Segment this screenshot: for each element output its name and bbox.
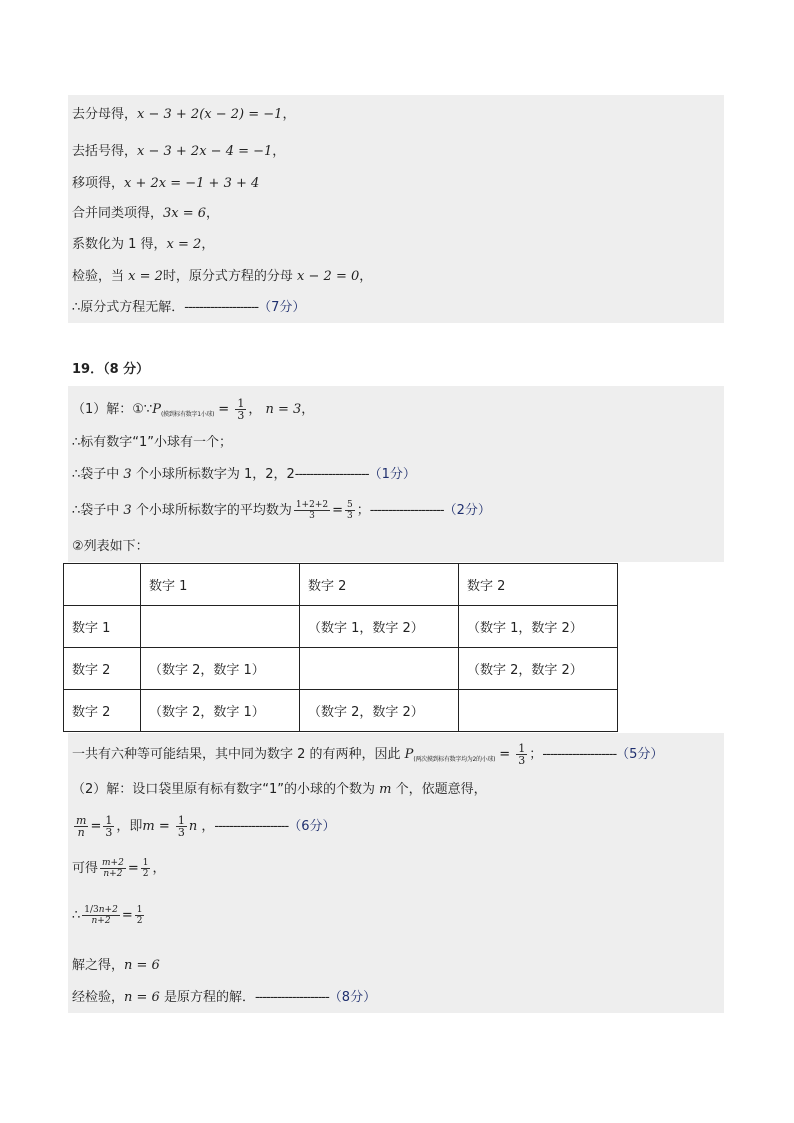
step-denominator: 去分母得，x − 3 + 2(x − 2) = −1， [72, 107, 296, 122]
table-row-header: 数字 2 [64, 690, 141, 732]
step-brackets: 去括号得，x − 3 + 2x − 4 = −1， [72, 144, 286, 159]
question-19-title: 19．（8 分） [72, 362, 150, 377]
outcome-table [63, 563, 618, 732]
table-row [64, 606, 618, 648]
step-combine: 合并同类项得，3x = 6， [72, 206, 220, 221]
table-row [64, 648, 618, 690]
table-cell [459, 690, 618, 732]
table-cell: （数字 2，数字 2） [300, 690, 459, 732]
table-cell: （数字 1，数字 2） [300, 606, 459, 648]
step-conclusion: ∴原分式方程无解．--------------------（7分） [72, 300, 306, 315]
step-transpose: 移项得，x + 2x = −1 + 3 + 4 [72, 176, 260, 191]
table-cell: （数字 1，数字 2） [459, 606, 618, 648]
fraction-five-thirds: $\frac{5}{3}$ [347, 500, 353, 521]
q19-part2-line2: $\frac{m}{n}$ = $\frac{1}{3}$ ，即m = $\frac{1}{3}$ n ，--------------------（6分） [76, 814, 336, 839]
q19-part1-line1: （1）解：$①\because P_{(摸到标有数字1小球)}$ = $\frac{1}{3}$ ， n = 3， [72, 397, 315, 422]
step-coefficient: 系数化为 1 得，x = 2， [72, 237, 215, 252]
fraction-m-over-n: $\frac{m}{n}$ [76, 814, 87, 839]
table-row-header: 数字 1 [64, 606, 141, 648]
fraction-one-third: $\frac{1}{3}$ [237, 397, 245, 422]
table-cell [141, 606, 300, 648]
fraction-mean: $\frac{1+2+2}{3}$ [295, 500, 329, 521]
table-header: 数字 2 [300, 564, 459, 606]
table-cell: （数字 2，数字 1） [141, 690, 300, 732]
q19-part1-line2: ∴标有数字“1”小球有一个； [72, 435, 233, 450]
table-cell [300, 648, 459, 690]
table-row-header: 数字 2 [64, 648, 141, 690]
step-check: 检验，当 x = 2时，原分式方程的分母 x − 2 = 0， [72, 269, 373, 284]
q19-result-line: 一共有六种等可能结果，其中同为数字 2 的有两种，因此 $P_{(两次摸到标有数字均为2的小球)}$ = $\frac{1}{3}$ ；--------------------（5分） [72, 742, 664, 767]
q19-part2-line1: （2）解：设口袋里原有标有数字“1”的小球的个数为 m 个，依题意得， [72, 782, 487, 797]
q19-part1-line3: ∴袋子中 3 个小球所标数字为 1，2，2--------------------（1分） [72, 467, 416, 482]
table-row [64, 564, 618, 606]
fraction-one-third-b: $\frac{1}{3}$ [518, 742, 526, 767]
table-header: 数字 1 [141, 564, 300, 606]
q19-part2-line6: 经检验，n = 6 是原方程的解．--------------------（8分） [72, 990, 377, 1005]
table-row [64, 690, 618, 732]
fraction-m2-n2: $\frac{m+2}{n+2}$ [102, 858, 124, 879]
q19-part1-line4: ∴袋子中 3 个小球所标数字的平均数为 $\frac{1+2+2}{3}$ = $\frac{5}{3}$ ；--------------------（2分） [72, 500, 491, 521]
solution-band-19b [68, 733, 724, 1013]
q19-part2-line4: ∴ $\frac{1/3n+2}{n+2}$ = $\frac{1}{2}$ [72, 905, 143, 926]
q19-table-intro: ②列表如下： [72, 539, 149, 554]
table-cell: （数字 2，数字 1） [141, 648, 300, 690]
table-header: 数字 2 [459, 564, 618, 606]
fraction-nested: $\frac{1/3n+2}{n+2}$ [84, 905, 118, 926]
table-cell: （数字 2，数字 2） [459, 648, 618, 690]
table-cell [64, 564, 141, 606]
q19-part2-line3: 可得 $\frac{m+2}{n+2}$ = $\frac{1}{2}$ ， [72, 858, 166, 879]
q19-part2-line5: 解之得，n = 6 [72, 958, 160, 973]
